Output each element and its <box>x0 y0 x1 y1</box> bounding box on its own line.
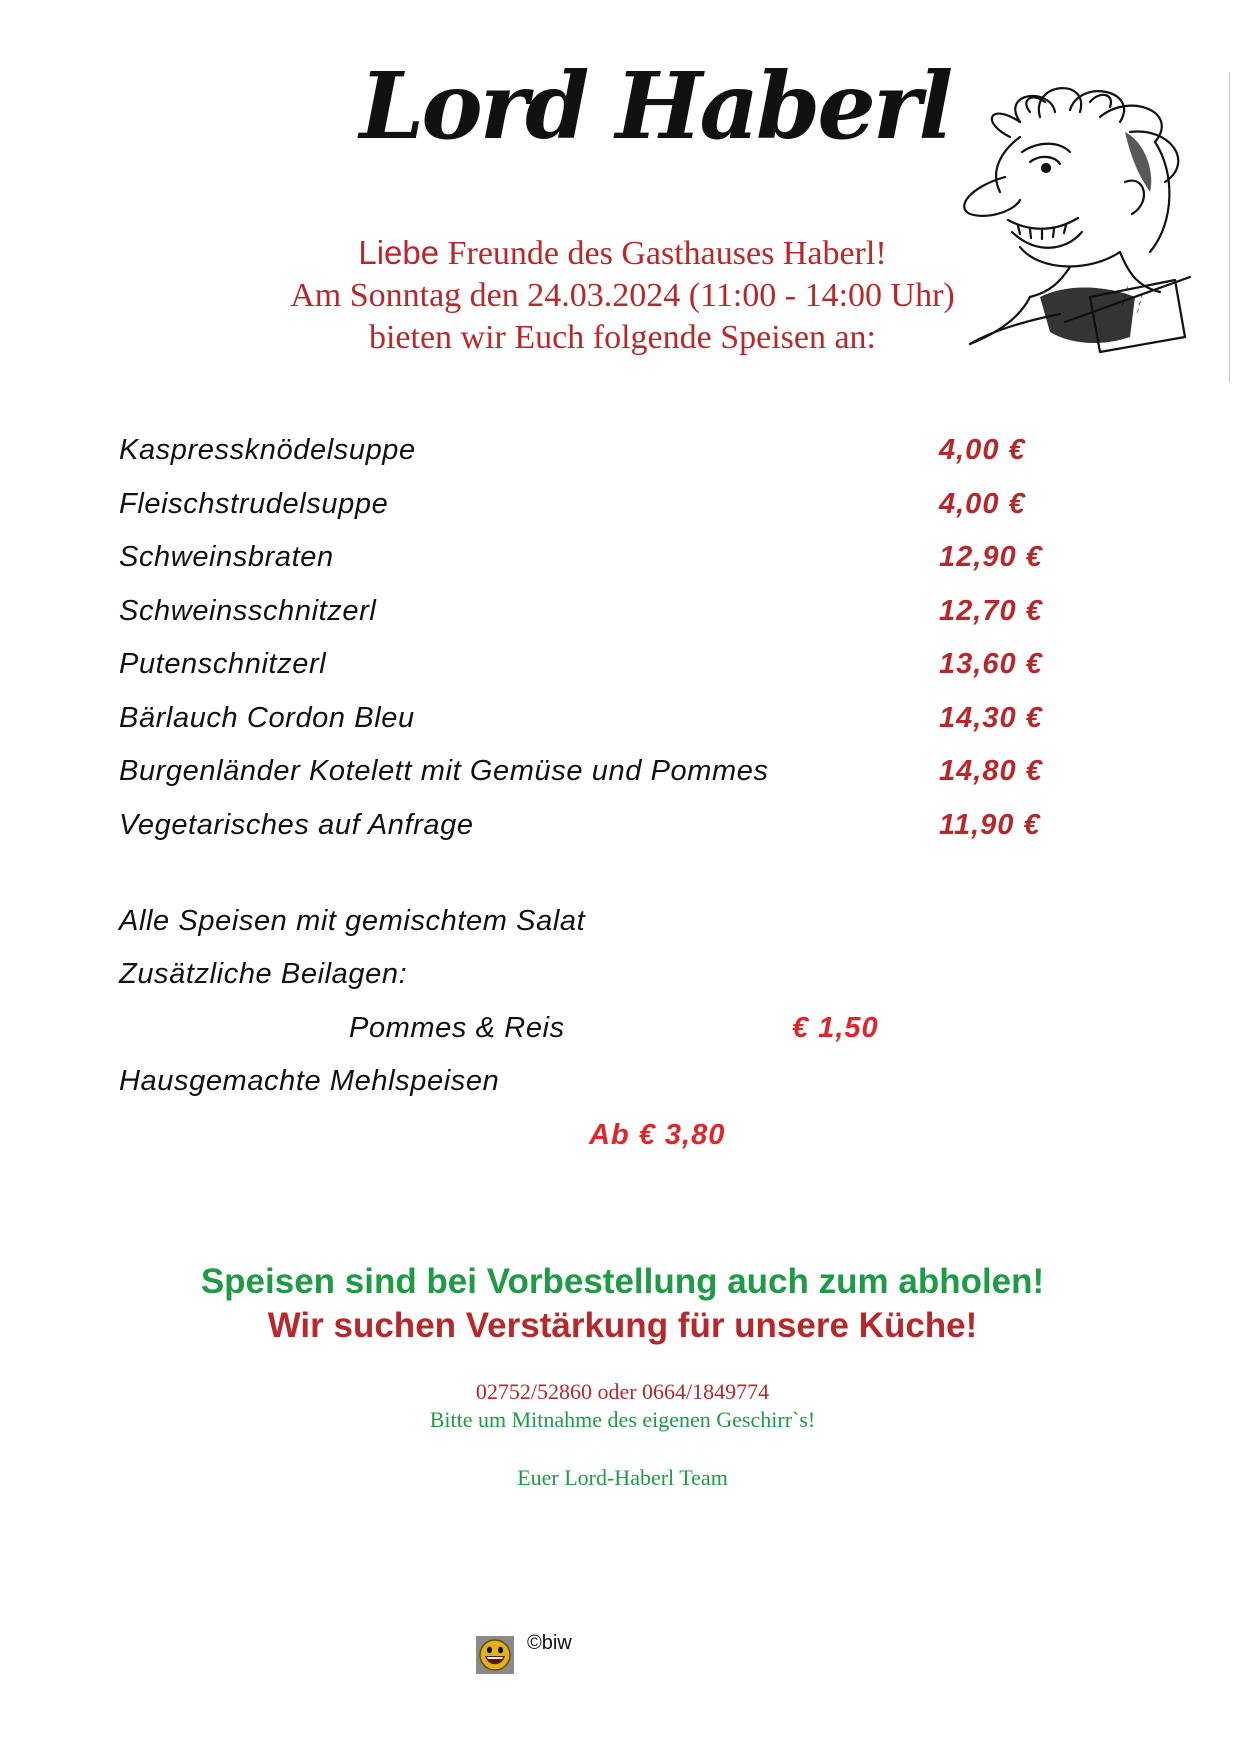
menu-item-price: 13,60 € <box>939 648 1043 680</box>
menu-item <box>119 428 1079 482</box>
menu-item <box>119 642 1079 696</box>
menu-list <box>119 428 1079 856</box>
sides-heading: Zusätzliche Beilagen: <box>119 958 408 990</box>
svg-text:~ ~ ~: ~ ~ ~ <box>1132 291 1148 315</box>
menu-item-name: Burgenländer Kotelett mit Gemüse und Pommes <box>119 755 769 787</box>
menu-item-name: Bärlauch Cordon Bleu <box>119 701 415 734</box>
menu-item <box>119 535 1079 589</box>
contact-block <box>0 1378 1240 1492</box>
intro-greeting-word: Liebe <box>358 234 440 271</box>
bring-dishes-note: Bitte um Mitnahme des eigenen Geschirr`s! <box>429 1407 816 1432</box>
intro-line-1 <box>0 232 1240 275</box>
menu-item <box>119 749 1079 803</box>
menu-item-price: 11,90 € <box>939 808 1041 841</box>
phone-numbers: 02752/52860 oder 0664/1849774 <box>475 1379 770 1404</box>
menu-item-name: Vegetarisches auf Anfrage <box>119 808 474 841</box>
svg-text:~ ~ ~: ~ ~ ~ <box>1117 284 1133 308</box>
restaurant-logo-title: Lord Haberl <box>359 52 951 160</box>
desserts-heading: Hausgemachte Mehlspeisen <box>119 1065 500 1097</box>
menu-item-name: Schweinsschnitzerl <box>119 594 377 627</box>
menu-item <box>119 696 1079 750</box>
salad-note: Alle Speisen mit gemischtem Salat <box>119 905 586 937</box>
intro-line-2: Am Sonntag den 24.03.2024 (11:00 - 14:00 Uhr) <box>290 277 955 314</box>
menu-item <box>119 482 1079 536</box>
sides-item: Pommes & Reis <box>349 1012 565 1044</box>
pickup-notice: Speisen sind bei Vorbestellung auch zum abholen! <box>200 1262 1045 1301</box>
menu-item-name: Putenschnitzerl <box>119 648 327 680</box>
menu-item-name: Kaspressknödelsuppe <box>119 434 416 466</box>
menu-item <box>119 803 1079 857</box>
menu-item-price: 4,00 € <box>939 487 1026 520</box>
menu-item-price: 14,80 € <box>939 755 1043 787</box>
menu-item-price: 4,00 € <box>939 434 1026 466</box>
smiley-face-icon <box>476 1636 514 1674</box>
menu-item-price: 12,90 € <box>939 541 1043 573</box>
copyright-text: ©biw <box>527 1632 572 1654</box>
menu-item-price: 12,70 € <box>939 594 1043 627</box>
menu-item <box>119 589 1079 643</box>
desserts-price: Ab € 3,80 <box>589 1119 726 1151</box>
team-signoff: Euer Lord-Haberl Team <box>517 1465 728 1490</box>
intro-greeting <box>0 232 1240 359</box>
menu-item-price: 14,30 € <box>939 701 1043 734</box>
hiring-notice: Wir suchen Verstärkung für unsere Küche! <box>267 1306 978 1345</box>
intro-greeting-rest: Freunde des Gasthauses Haberl! <box>447 235 887 272</box>
intro-line-3: bieten wir Euch folgende Speisen an: <box>368 319 876 356</box>
menu-item-name: Fleischstrudelsuppe <box>119 487 389 520</box>
menu-item-name: Schweinsbraten <box>119 541 334 573</box>
sides-price: € 1,50 <box>792 1012 879 1044</box>
